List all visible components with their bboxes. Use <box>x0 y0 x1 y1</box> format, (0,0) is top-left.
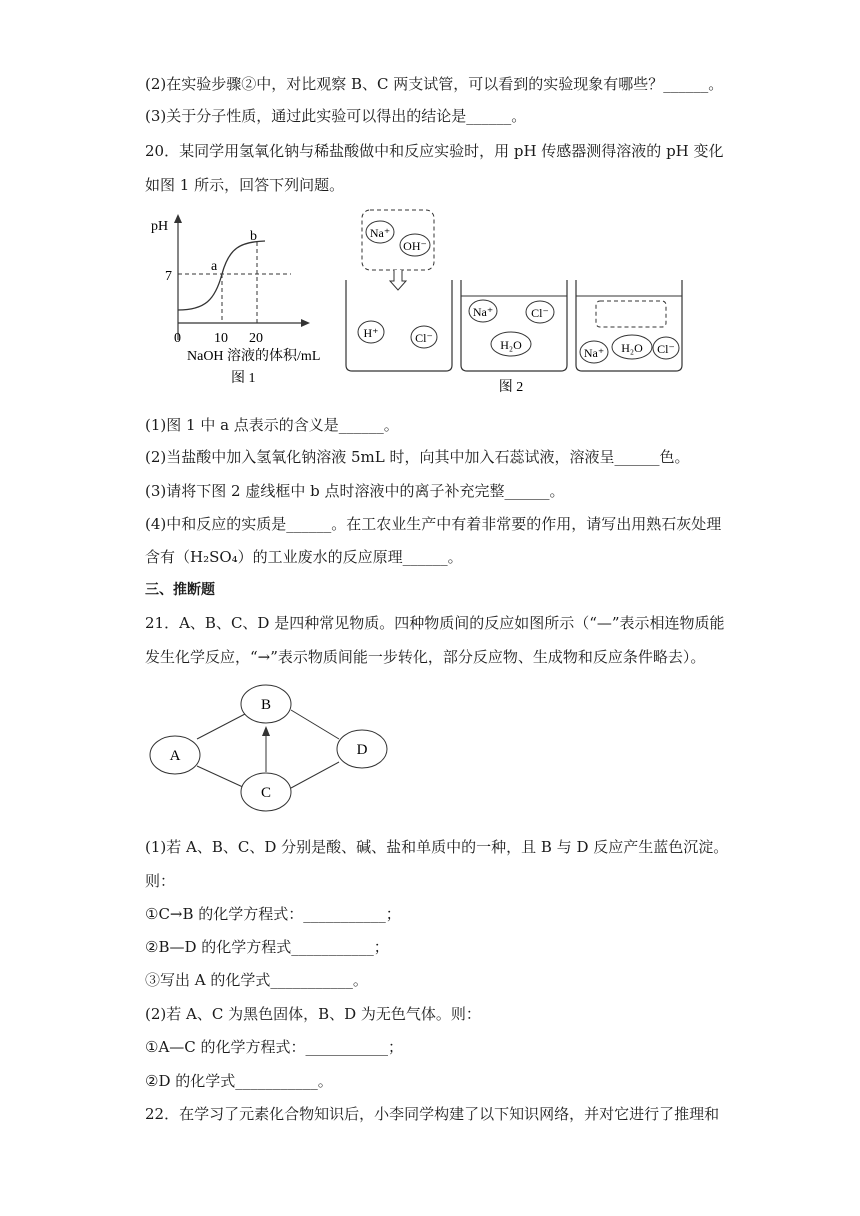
question-20-stem-cont: 如图 1 所示，回答下列问题。 <box>145 176 345 194</box>
answer-dashed-box <box>596 301 666 327</box>
question-22-stem: 22．在学习了元素化合物知识后，小李同学构建了以下知识网络，并对它进行了推理和 <box>145 1105 720 1123</box>
ion-na-b3-label: Na⁺ <box>583 346 605 360</box>
tick-20: 20 <box>249 331 263 346</box>
point-a-label: a <box>211 259 218 274</box>
figure-1-caption: 图 1 <box>231 371 256 386</box>
question-21-part-1: (1)若 A、B、C、D 分别是酸、碱、盐和单质中的一种，且 B 与 D 反应产生蓝色沉淀。 <box>145 838 729 856</box>
down-arrow-icon <box>390 270 406 290</box>
question-20-part-2: (2)当盐酸中加入氢氧化钠溶液 5mL 时，向其中加入石蕊试液，溶液呈______色。 <box>145 448 690 466</box>
question-20-stem: 20．某同学用氢氧化钠与稀盐酸做中和反应实验时，用 pH 传感器测得溶液的 pH 变化 <box>145 142 724 160</box>
node-c-label: C <box>260 785 272 801</box>
section-heading: 三、推断题 <box>145 582 215 598</box>
node-a-label: A <box>169 748 181 764</box>
question-21-part-2-ii: ②D 的化学式___________。 <box>145 1072 333 1090</box>
ion-oh-top-label: OH⁻ <box>403 239 427 253</box>
water-b3-label: H₂O <box>621 341 643 355</box>
edge-b-d <box>291 710 339 739</box>
water-b2-label: H₂O <box>500 338 522 352</box>
question-20-part-3: (3)请将下图 2 虚线框中 b 点时溶液中的离子补充完整______。 <box>145 482 565 500</box>
figure-2-beakers <box>343 205 693 395</box>
question-21-part-1-ii: ②B—D 的化学方程式___________； <box>145 938 389 956</box>
y-axis-arrow-icon <box>174 214 182 223</box>
question-21-part-2: (2)若 A、C 为黑色固体，B、D 为无色气体。则： <box>145 1005 481 1023</box>
ion-cl-label: Cl⁻ <box>415 331 433 345</box>
ion-cl-b2-label: Cl⁻ <box>531 306 549 320</box>
tick-0: 0 <box>174 331 181 346</box>
question-21-stem-cont: 发生化学反应，“→”表示物质间能一步转化，部分反应物、生成物和反应条件略去）。 <box>145 648 706 666</box>
ph-curve <box>178 241 265 310</box>
node-b-label: B <box>260 697 272 713</box>
figure-2-caption: 图 2 <box>498 380 524 395</box>
tick-10: 10 <box>214 331 228 346</box>
figure-3-relation-diagram <box>145 684 405 824</box>
ion-na-b2-label: Na⁺ <box>472 305 494 319</box>
question-19-part-2: (2)在实验步骤②中，对比观察 B、C 两支试管，可以看到的实验现象有哪些？______。 <box>145 75 724 93</box>
question-21-part-1-i: ①C→B 的化学方程式：___________； <box>145 905 401 923</box>
ion-na-top-label: Na⁺ <box>369 226 391 240</box>
question-20-part-4-cont: 含有（H₂SO₄）的工业废水的反应原理______。 <box>145 548 463 566</box>
question-19-part-3: (3)关于分子性质，通过此实验可以得出的结论是______。 <box>145 107 527 125</box>
arrow-up-icon <box>262 726 270 736</box>
edge-a-b <box>197 714 245 739</box>
question-21-part-1-iii: ③写出 A 的化学式___________。 <box>145 971 368 989</box>
point-b-label: b <box>250 229 257 244</box>
question-21-part-1-then: 则： <box>145 872 176 890</box>
edge-a-c <box>197 766 245 788</box>
question-21-stem: 21．A、B、C、D 是四种常见物质。四种物质间的反应如图所示（“—”表示相连物质能 <box>145 614 725 632</box>
tick-7: 7 <box>165 269 172 284</box>
x-axis-label: NaOH 溶液的体积/mL <box>187 349 321 364</box>
beaker-2 <box>461 280 567 371</box>
ion-cl-b3-label: Cl⁻ <box>657 342 675 356</box>
question-20-part-1: (1)图 1 中 a 点表示的含义是______。 <box>145 416 399 434</box>
y-axis-label: pH <box>151 219 169 234</box>
question-21-part-2-i: ①A—C 的化学方程式：___________； <box>145 1038 404 1056</box>
edge-c-d <box>291 762 339 788</box>
ion-h-label: H⁺ <box>363 326 379 340</box>
question-20-part-4: (4)中和反应的实质是______。在工农业生产中有着非常要的作用，请写出用熟石灰处理 <box>145 515 722 533</box>
figure-1-ph-curve <box>145 210 345 390</box>
x-axis-arrow-icon <box>301 319 310 327</box>
node-d-label: D <box>356 742 368 758</box>
